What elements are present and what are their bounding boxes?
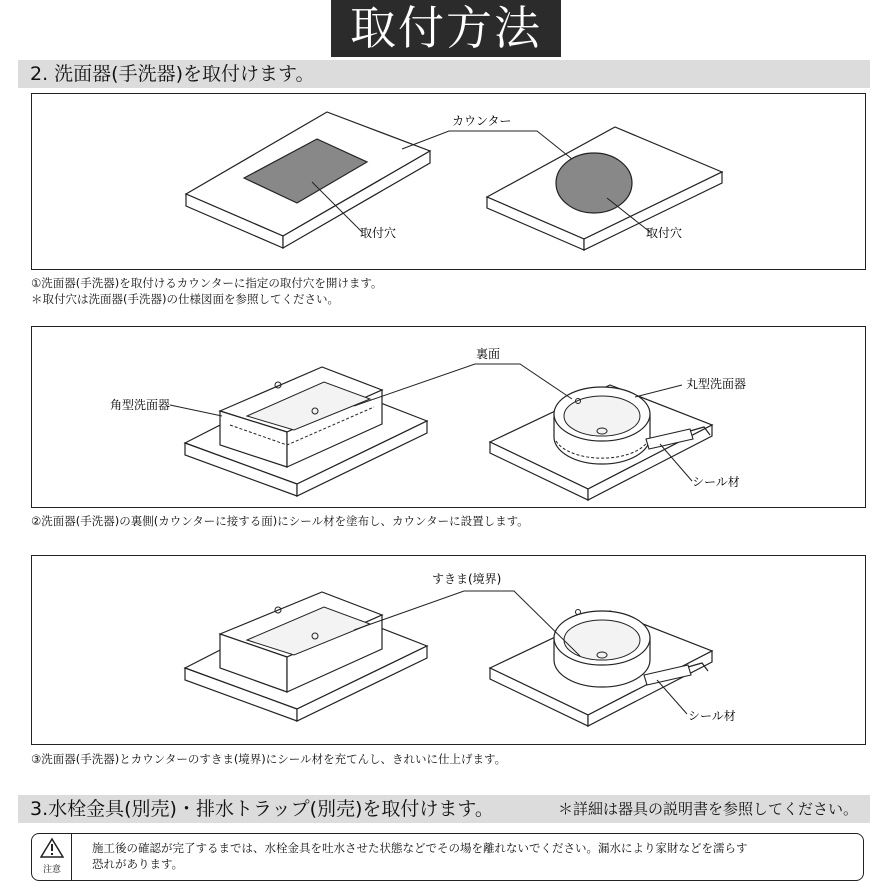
caution-text-line2: 恐れがあります。: [92, 857, 184, 871]
caption-step-1-line1: ①洗面器(手洗器)を取付けるカウンターに指定の取付穴を開けます。: [31, 276, 383, 290]
caution-icon-block: [38, 838, 66, 875]
caution-box: [31, 833, 864, 881]
caption-step-1-line2: ＊取付穴は洗面器(手洗器)の仕様図面を参照してください。: [31, 292, 339, 306]
warning-triangle-icon: [40, 838, 64, 858]
sealant-apply-diagram: [32, 327, 865, 507]
sealant-label: シール材: [692, 475, 740, 489]
gap-label: すきま(境界): [432, 572, 502, 586]
caution-text-line1: 施工後の確認が完了するまでは、水栓金具を吐水させた状態などでその場を離れないでください。漏水により家財などを濡らす: [92, 841, 748, 855]
back-face-leader: [354, 364, 572, 406]
sealant-leader: [657, 680, 687, 714]
counter-label: カウンター: [452, 114, 512, 128]
gap-filling-diagram: [32, 556, 865, 744]
square-basin-label: 角型洗面器: [110, 398, 171, 412]
diagram-panel-1: [31, 93, 866, 270]
caution-text: [92, 840, 852, 872]
counter-hole-diagram: [32, 94, 865, 269]
round-basin-label: 丸型洗面器: [686, 377, 747, 391]
caption-step-2-line1: ②洗面器(手洗器)の裏側(カウンターに接する面)にシール材を塗布し、カウンターに設置します。: [31, 514, 529, 528]
diagram-panel-3: [31, 555, 866, 745]
right-hole-label: 取付穴: [646, 226, 683, 240]
section-3-heading-text: 3.水栓金具(別売)・排水トラップ(別売)を取付けます。: [30, 798, 494, 820]
round-basin-tap-hole: [576, 610, 581, 615]
round-mount-hole: [556, 153, 632, 213]
sealant-label: シール材: [688, 709, 736, 723]
caption-step-3: [31, 751, 506, 767]
caution-icon-label: 注意: [42, 865, 61, 875]
caption-step-3-line1: ③洗面器(手洗器)とカウンターのすきま(境界)にシール材を充てんし、きれいに仕上げます。: [31, 752, 507, 766]
back-face-label: 裏面: [476, 347, 501, 361]
section-3-heading: [18, 795, 870, 823]
left-hole-label: 取付穴: [360, 226, 397, 240]
section-2-heading-text: 2. 洗面器(手洗器)を取付けます。: [30, 63, 315, 85]
round-basin-bowl: [564, 620, 640, 660]
section-2-heading: [18, 60, 870, 88]
diagram-panel-2: [31, 326, 866, 508]
caption-step-1: [31, 275, 382, 307]
section-3-note: ＊詳細は器具の説明書を参照してください。: [557, 800, 858, 818]
page-title: 取付方法: [331, 0, 561, 57]
caption-step-2: [31, 513, 529, 529]
square-basin-leader: [170, 405, 222, 416]
caution-divider: [71, 834, 72, 880]
round-basin-leader: [635, 385, 682, 397]
